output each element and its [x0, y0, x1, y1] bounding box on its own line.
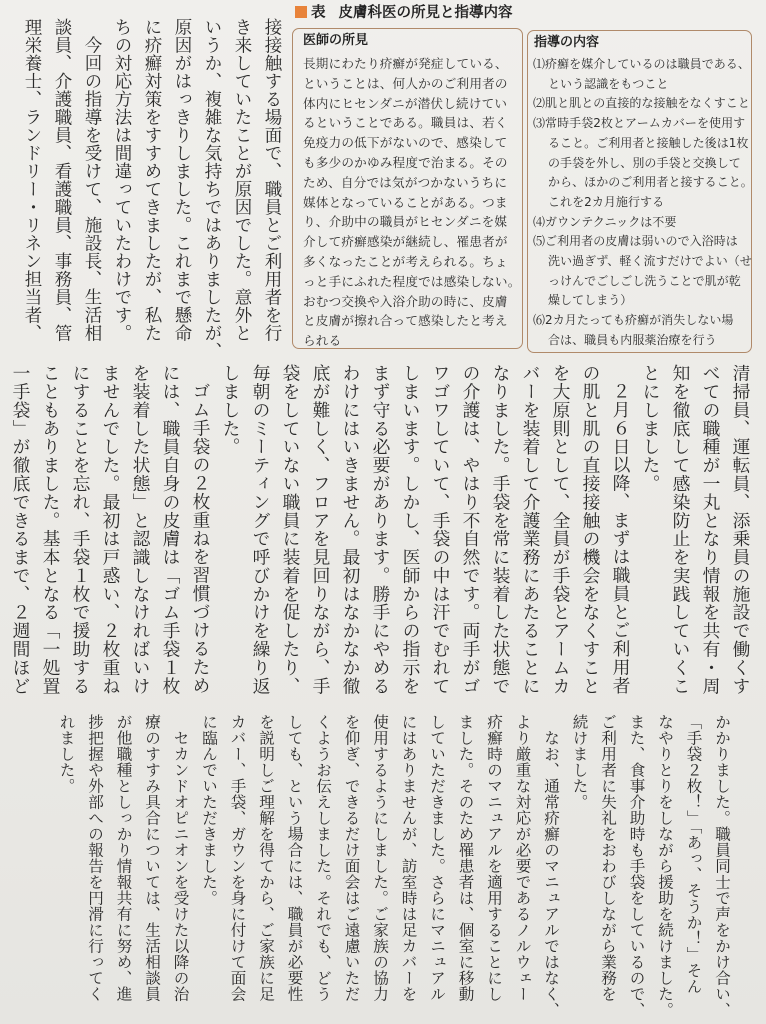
body-text-column: 一手袋」が徹底できるまで、２週間ほど: [10, 364, 31, 696]
body-text-column: バーを装着して介護業務にあたることに: [520, 364, 541, 696]
findings-heading: 医師の所見: [303, 33, 369, 48]
guidance-line: という認識をもつこと: [548, 76, 669, 91]
body-text-column: 捗把握や外部への報告を円滑に行ってく: [86, 714, 104, 1002]
findings-line: も多少のかゆみ程度で治まる。その: [303, 154, 508, 170]
guidance-line: これを2カ月施行する: [548, 194, 665, 209]
body-text-column: こともありました。基本となる「一処置: [40, 364, 61, 696]
body-text-column: セカンドオピニオンを受けた以降の治: [171, 729, 190, 1002]
body-text-column: ませんでした。最初は戸惑い、２枚重ね: [100, 364, 121, 696]
body-text-column: を装着した状態」と認識しなければいけ: [130, 364, 151, 696]
guidance-item: ⑷ガウンテクニックは不要: [533, 214, 677, 229]
body-text-column: 談員、介護職員、看護職員、事務員、管: [52, 18, 72, 342]
findings-line: 免疫力の低下がないので、感染して: [303, 135, 508, 151]
body-text-column: いうか、複雑な気持ちではありましたが、: [202, 18, 222, 360]
body-text-column: に臨んでいただきました。: [200, 714, 218, 906]
body-text-column: まず守る必要があります。勝手にやめる: [370, 364, 391, 696]
body-text-column: カバー、手袋、ガウンを身に付けて面会: [228, 714, 247, 1002]
findings-line: っと手にふれた程度では感染しない。: [303, 273, 521, 289]
body-text-column: していただきました。さらにマニュアル: [428, 714, 446, 1002]
body-text-column: しました。: [220, 364, 241, 456]
body-text-column: かかりました。職員同士で声をかけ合い、: [713, 714, 731, 1018]
findings-text: [293, 54, 522, 351]
body-text-column: 袋をしていない職員に装着を促したり、: [280, 364, 301, 696]
body-text-column: が他職種としっかり情報共有に努め、進: [114, 714, 133, 1002]
findings-line: 体内にヒセンダニが潜伏し続けてい: [303, 95, 508, 111]
body-text-column: なりました。手袋を常に装着した状態で: [490, 364, 511, 696]
article-text-bottom: [52, 714, 736, 1024]
body-text-column: 続けました。: [570, 714, 589, 810]
table-label: 表: [311, 5, 326, 21]
body-text-column: より厳重な対応が必要であるノルウェー: [513, 714, 532, 1002]
guidance-item: ⑴疥癬を媒介しているのは職員である、: [533, 57, 750, 71]
guidance-line: ること。ご利用者と接触した後は1枚: [548, 135, 749, 150]
body-text-column: れました。: [57, 714, 76, 794]
findings-line: ということは、何人かのご利用者の: [303, 75, 508, 91]
body-text-column: ワゴワしていて、手袋の中は汗でむれて: [430, 364, 451, 696]
body-text-column: また、食事介助時も手袋をしているので、: [627, 714, 646, 1018]
guidance-heading: 指導の内容: [534, 35, 600, 50]
guidance-line: から、ほかのご利用者と接すること。: [548, 175, 753, 190]
body-text-column: なやりとりをしながら援助を続けました。: [656, 714, 674, 1018]
body-text-column: ちの対応方法は間違っていたわけです。: [112, 18, 132, 342]
body-text-column: 知を徹底して感染防止を実践していくこ: [670, 364, 691, 696]
body-text-column: しても、という場合には、職員が必要性: [285, 714, 304, 1002]
body-text-column: には、職員自身の皮膚は「ゴム手袋１枚: [160, 364, 181, 696]
body-text-column: 「手袋２枚！」「あっ、そうか！」そん: [684, 714, 703, 995]
guidance-item: ⑹2カ月たっても疥癬が消失しない場: [533, 313, 734, 328]
guidance-line: 燥してしまう）: [548, 293, 633, 308]
findings-line: り、介助中の職員がヒセンダニを媒: [303, 214, 508, 230]
body-text-column: べての職種が一丸となり情報を共有・周: [700, 364, 721, 696]
guidance-text: [528, 55, 751, 351]
body-text-column: 底が難しく、フロアを見回りながら、手: [310, 364, 331, 696]
body-text-column: しまいます。しかし、医師からの指示を: [400, 364, 421, 696]
body-text-column: ゴム手袋の２枚重ねを習慣づけるため: [190, 381, 211, 695]
body-text-column: 理栄養士、ランドリー・リネン担当者、: [22, 18, 42, 342]
guidance-line: っけんでごしごし洗うことで肌が乾: [548, 273, 741, 288]
guidance-item: ⑶常時手袋2枚とアームカバーを使用す: [533, 116, 746, 131]
table-title-text: 皮膚科医の所見と指導内容: [338, 5, 513, 21]
body-text-column: 毎朝のミーティングで呼びかけを繰り返: [250, 364, 271, 696]
body-text-column: 療のすすみ具合については、生活相談員: [143, 714, 161, 1002]
body-text-column: にすることを忘れ、手袋１枚で援助する: [70, 364, 91, 696]
body-text-column: の介護は、やはり不自然です。両手がゴ: [460, 364, 481, 696]
body-text-column: 疥癬時のマニュアルを適用することにし: [485, 714, 503, 1002]
findings-line: おむつ交換や入浴介助の時に、皮膚: [303, 293, 508, 309]
guidance-line: 洗い過ぎず、軽く流すだけでよい（せ: [548, 254, 752, 269]
article-text-top: [17, 18, 287, 363]
body-text-column: 使用するようにしました。ご家族の協力: [371, 714, 389, 1002]
findings-line: るということである。職員は、若く: [303, 115, 508, 131]
body-text-column: 今回の指導を受けて、施設長、生活相: [82, 35, 102, 342]
body-text-column: 接接触する場面で、職員とご利用者を行: [262, 18, 282, 342]
findings-line: と皮膚が擦れ合って感染したと考え: [303, 313, 508, 329]
body-text-column: ました。そのため罹患者は、個室に移動: [456, 714, 475, 1002]
body-text-column: にはありませんが、訪室時は足カバーを: [399, 714, 418, 1002]
body-text-column: わけにはいきません。最初はなかなか徹: [340, 364, 361, 696]
body-text-column: ２月６日以降、まずは職員とご利用者: [610, 381, 631, 695]
findings-line: 長期にわたり疥癬が発症している、: [303, 56, 508, 71]
guidance-line: の手袋を外し、別の手袋と交換して: [548, 155, 741, 170]
body-text-column: の肌と肌の直接接触の機会をなくすこと: [580, 364, 601, 696]
body-text-column: ご利用者に失礼をおわびしながら業務を: [599, 714, 617, 1002]
table-title: [295, 4, 513, 22]
guidance-item: ⑵肌と肌との直接的な接触をなくすこと: [533, 96, 750, 111]
findings-line: 媒体となっていることがある。つま: [303, 194, 508, 210]
body-text-column: 原因がはっきりしました。これまで懸命: [172, 18, 192, 342]
body-text-column: くようお伝えしました。それでも、どう: [314, 714, 332, 1002]
findings-line: ため、自分では気がつかないうちに: [303, 174, 508, 190]
guidance-box: [527, 30, 752, 353]
article-text-middle: [5, 364, 755, 709]
guidance-item: ⑸ご利用者の皮膚は弱いので入浴時は: [533, 234, 738, 249]
body-text-column: き来していたことが原因でした。意外と: [232, 18, 252, 342]
orange-square-icon: [295, 6, 307, 18]
body-text-column: を大原則として、全員が手袋とアームカ: [550, 364, 571, 696]
body-text-column: を説明しご理解を得てから、ご家族に足: [257, 714, 275, 1002]
body-text-column: を仰ぎ、できるだけ面会はご遠慮いただ: [342, 714, 361, 1002]
findings-box: [292, 28, 523, 349]
body-text-column: 清掃員、運転員、添乗員の施設で働くす: [730, 364, 751, 696]
body-text-column: なお、通常疥癬のマニュアルではなく、: [542, 729, 560, 1018]
findings-line: 多くなったことが考えられる。ちょ: [303, 253, 508, 269]
body-text-column: とにしました。: [640, 364, 661, 493]
findings-line: 介して疥癬感染が継続し、罹患者が: [303, 234, 508, 250]
findings-line: られる: [303, 333, 342, 349]
body-text-column: に疥癬対策をすすめてきましたが、私た: [142, 18, 162, 342]
guidance-line: 合は、職員も内服薬治療を行う: [548, 332, 717, 347]
